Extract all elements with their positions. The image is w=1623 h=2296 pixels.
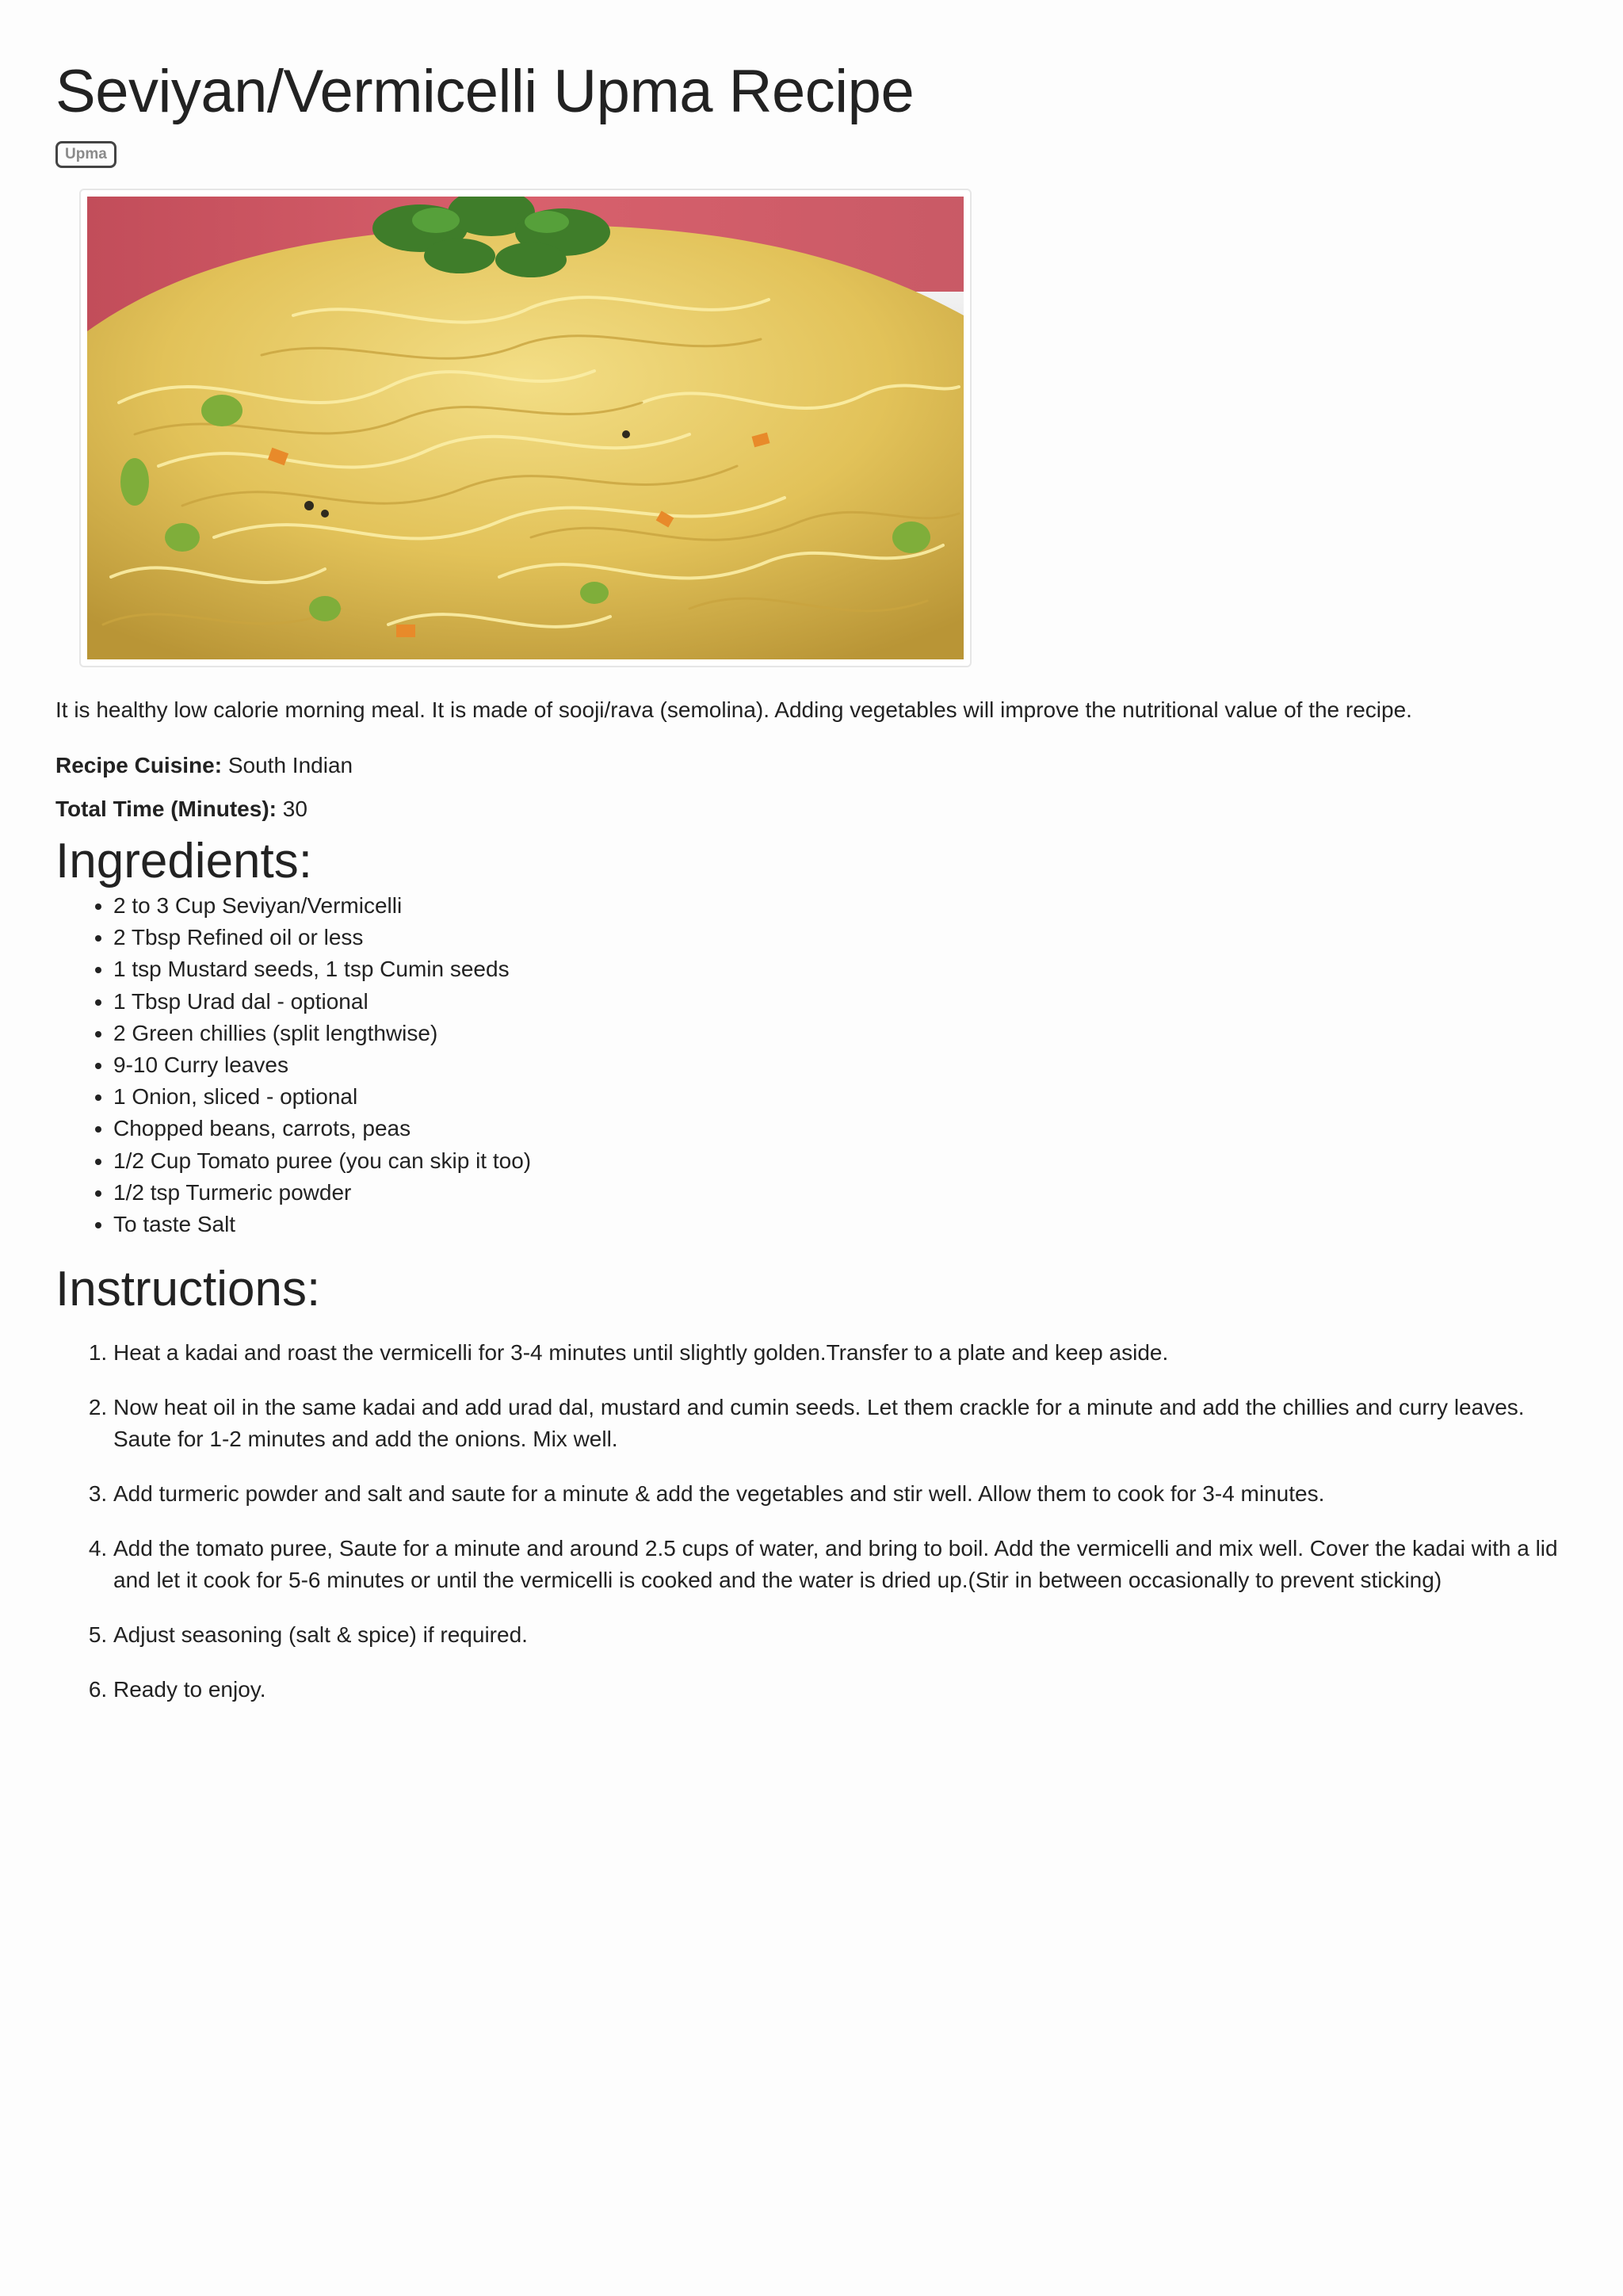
ingredient-item: • 2 Tbsp Refined oil or less [113,922,1568,953]
ingredient-item: • 1/2 tsp Turmeric powder [113,1177,1568,1209]
ingredients-heading: Ingredients: [55,834,312,888]
instructions-heading: Instructions: [55,1262,321,1317]
ingredient-item: • To taste Salt [113,1209,1568,1240]
total-time-label: Total Time (Minutes): [55,797,277,821]
recipe-total-time [55,793,1568,825]
instruction-step: 1. Heat a kadai and roast the vermicelli for 3-4 minutes until slightly golden.Transfer to a plate and keep aside. [113,1337,1568,1369]
recipe-title: Seviyan/Vermicelli Upma Recipe [55,58,915,125]
instruction-step: 5. Adjust seasoning (salt & spice) if required. [113,1619,1568,1651]
ingredients-list [55,890,1568,1240]
ingredient-item: • Chopped beans, carrots, peas [113,1113,1568,1144]
cuisine-label: Recipe Cuisine: [55,753,223,777]
instructions-list [55,1337,1568,1706]
ingredient-item: • 1 Tbsp Urad dal - optional [113,986,1568,1018]
ingredient-item: • 9-10 Curry leaves [113,1049,1568,1081]
cuisine-value: South Indian [227,753,353,777]
instruction-step: 6. Ready to enjoy. [113,1674,1568,1706]
ingredient-item: • 1/2 Cup Tomato puree (you can skip it too) [113,1145,1568,1177]
tag-row [55,135,1568,168]
total-time-value: 30 [282,797,307,821]
instruction-step: 3. Add turmeric powder and salt and saute for a minute & add the vegetables and stir well. Allow them to cook for 3-4 minutes. [113,1478,1568,1510]
ingredient-item: • 2 to 3 Cup Seviyan/Vermicelli [113,890,1568,922]
ingredient-item: • 1 Onion, sliced - optional [113,1081,1568,1113]
tag-badge[interactable]: Upma [55,141,116,168]
ingredient-item: • 1 tsp Mustard seeds, 1 tsp Cumin seeds [113,953,1568,985]
instruction-step: 2. Now heat oil in the same kadai and add urad dal, mustard and cumin seeds. Let them crackle for a minute and add the chillies and curry leaves. Saute for 1-2 minutes and add the onions. Mix well. [113,1392,1568,1455]
instruction-step: 4. Add the tomato puree, Saute for a minute and around 2.5 cups of water, and bring to boil. Add the vermicelli and mix well. Cover the kadai with a lid and let it cook for 5-6 minutes or until the vermicelli is cooked and the water is dried up.(Stir in between occasionally to prevent sticking) [113,1533,1568,1596]
vermicelli-upma-photo [87,197,964,659]
ingredient-item: • 2 Green chillies (split lengthwise) [113,1018,1568,1049]
recipe-photo [79,189,972,667]
recipe-cuisine [55,750,1568,781]
recipe-description: It is healthy low calorie morning meal. It is made of sooji/rava (semolina). Adding vegetables will improve the nutritional value of the recipe. [55,697,1412,722]
